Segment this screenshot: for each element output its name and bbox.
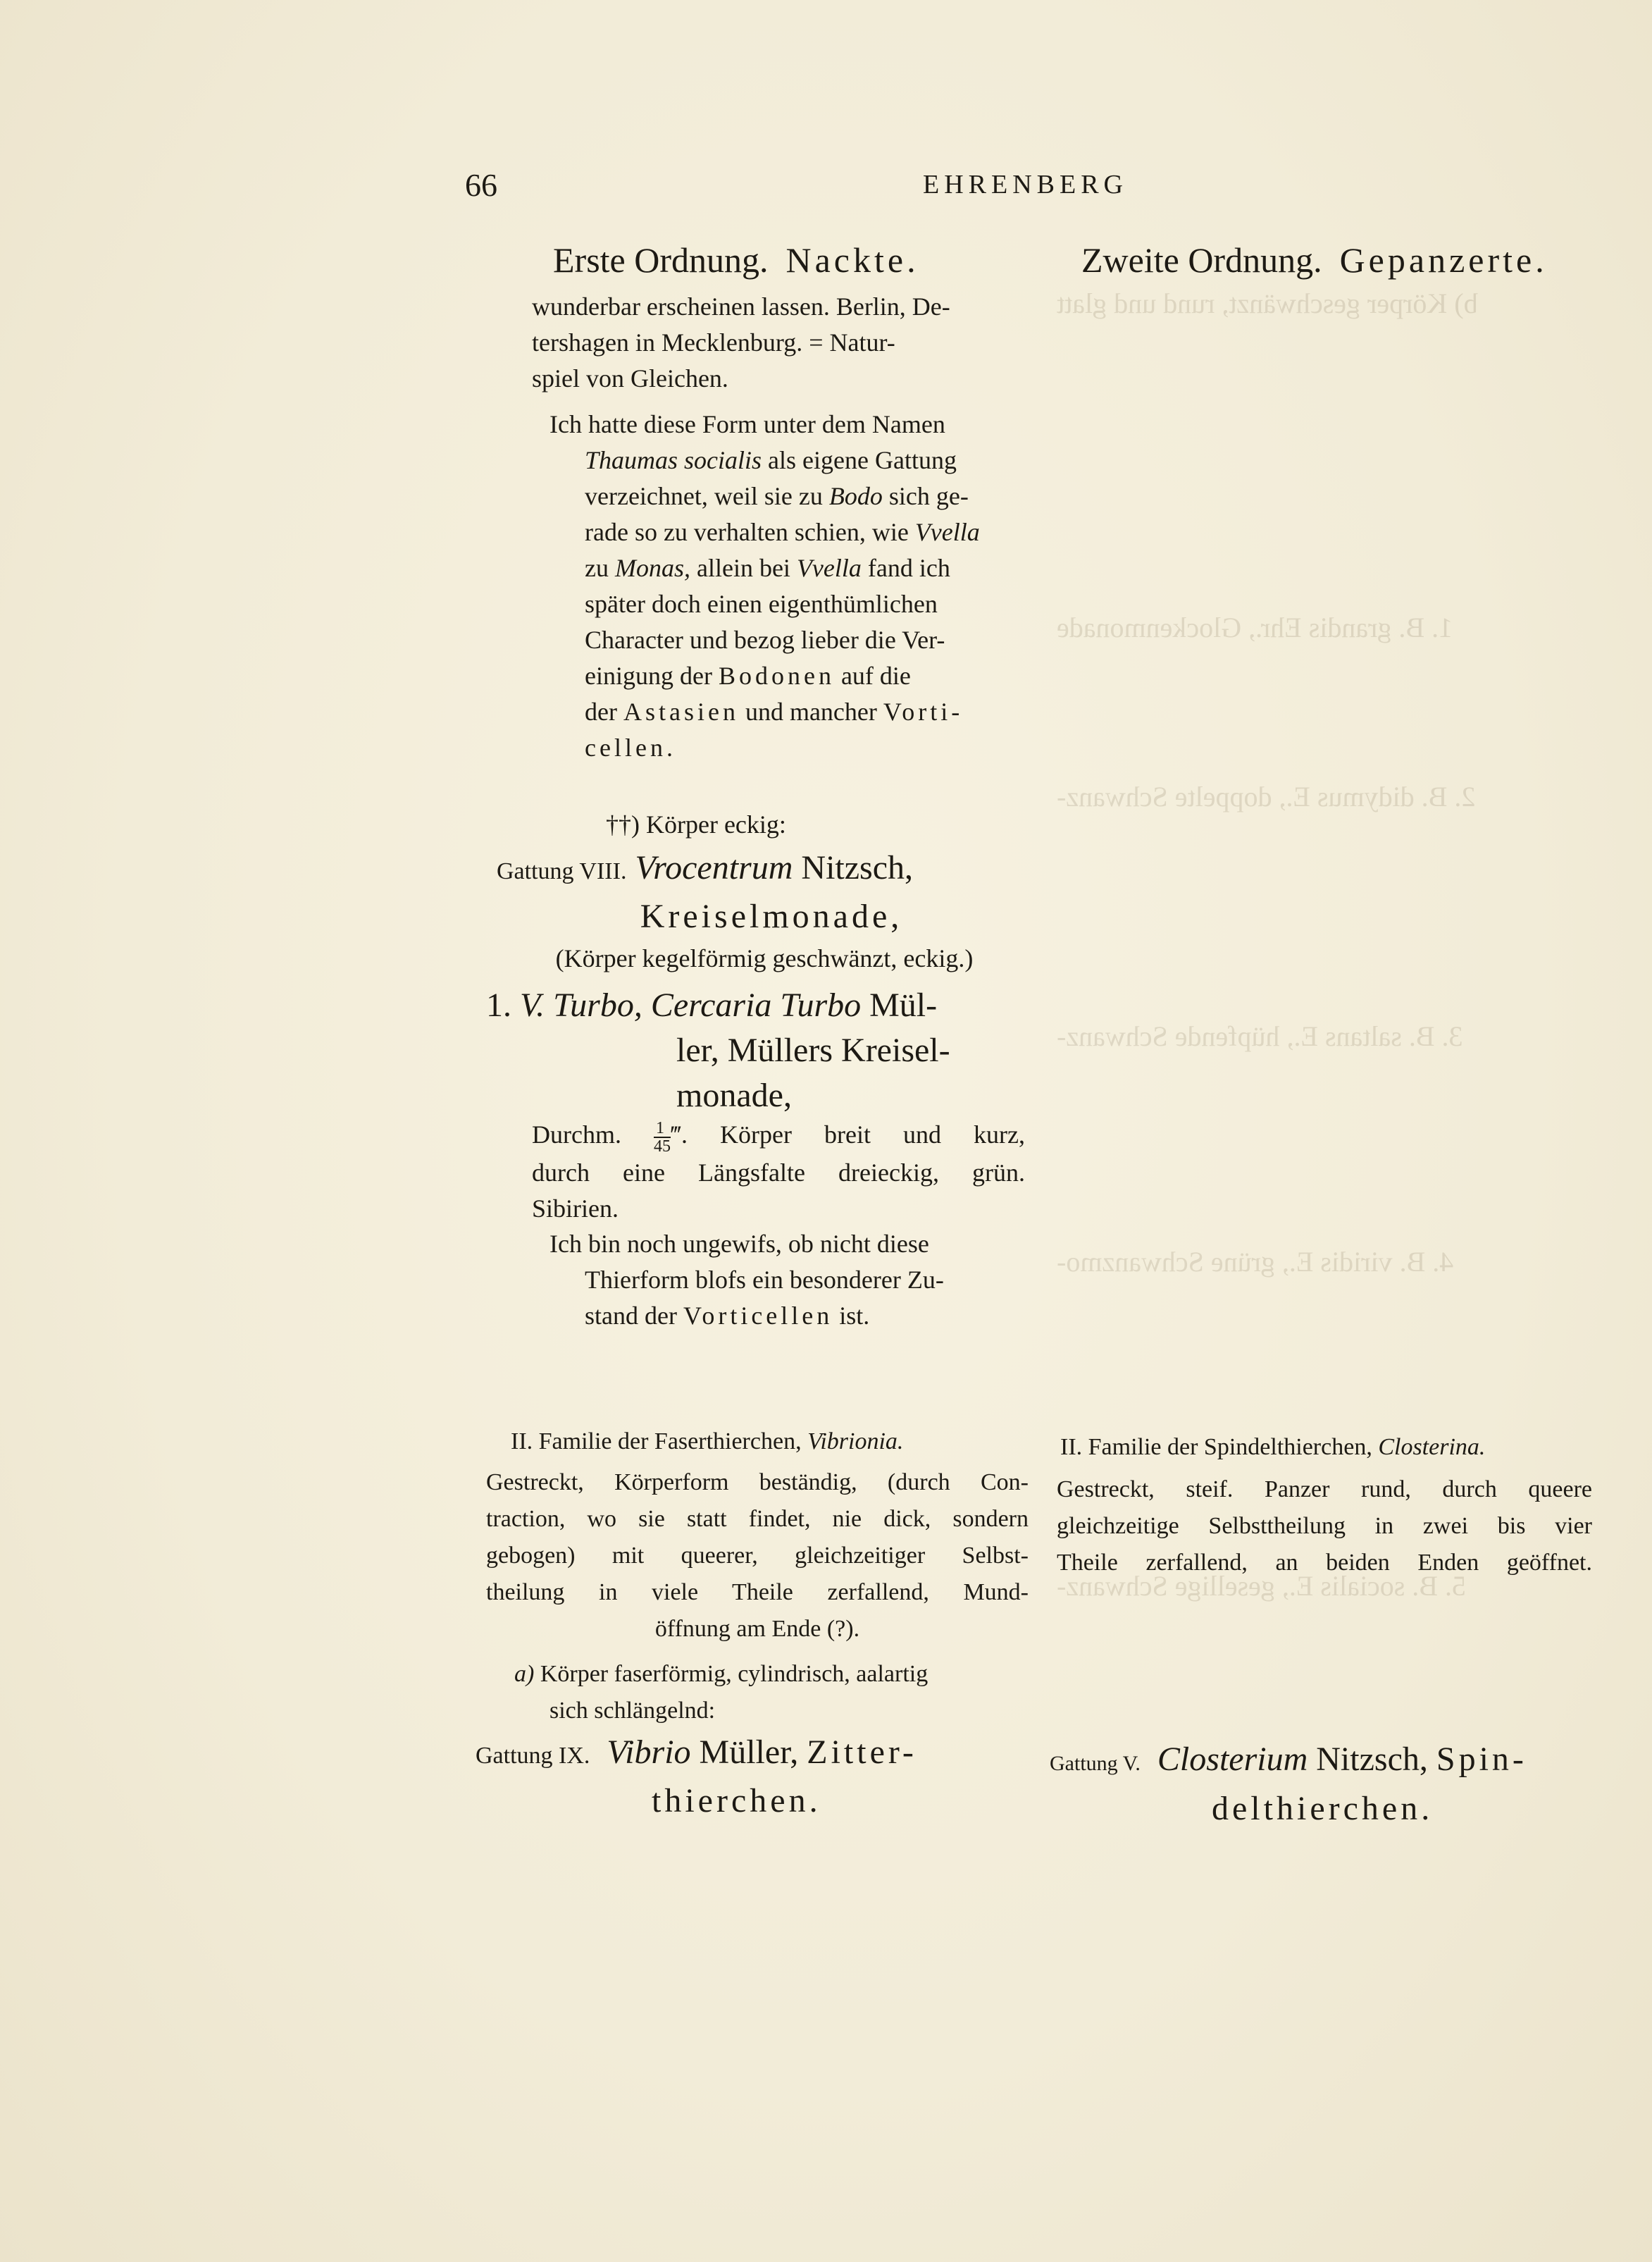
text-line: Müller, Zitter- — [699, 1733, 917, 1771]
taxon-name: Vvella — [796, 554, 862, 582]
genus-name: Vibrio — [607, 1733, 691, 1771]
subgroup-a — [514, 1656, 1036, 1729]
taxon-name: Thaumas socialis — [585, 446, 762, 474]
order-heading-left — [553, 240, 919, 280]
genus-heading — [497, 846, 1032, 977]
text-line: Gestreckt, Körperform beständig, (durch Con- — [486, 1469, 1029, 1495]
family-latin-name: Closterina. — [1378, 1434, 1486, 1460]
taxon-name: Monas, — [614, 554, 690, 582]
text-line: durch eine Längsfalte dreieckig, grün. — [532, 1158, 1025, 1187]
text-line: der Astasien und mancher Vorti- — [585, 698, 964, 726]
text-line: öffnung am Ende (?). — [654, 1616, 860, 1642]
text-line: delthierchen. — [1212, 1790, 1434, 1827]
genus-prefix: Gattung V. — [1050, 1752, 1141, 1775]
order-name: Nackte. — [785, 240, 919, 280]
text-line: cellen. — [585, 734, 676, 762]
text-line: sich schlängelnd: — [549, 1698, 716, 1724]
text-line: rade so zu verhalten schien, wie Vvella — [585, 518, 980, 546]
genus-author: Nitzsch, — [801, 849, 914, 886]
text-line: Gestreckt, steif. Panzer rund, durch queere — [1057, 1476, 1592, 1502]
text-line: Thierform blofs ein besonderer Zu- — [585, 1266, 944, 1294]
family-heading-right: II. Familie der Spindelthierchen, Closterina. — [1060, 1434, 1486, 1460]
running-head-author: EHRENBERG — [923, 170, 1128, 199]
text-line: Ich hatte diese Form unter dem Namen — [549, 410, 945, 438]
order-title: Erste Ordnung. — [553, 240, 769, 280]
text-line: später doch einen eigenthümlichen — [585, 590, 938, 618]
text-line: thierchen. — [652, 1782, 821, 1819]
order-title: Zweite Ordnung. — [1081, 240, 1322, 280]
genus-common-name: Kreiselmonade, — [640, 898, 903, 935]
text-line: a) Körper faserförmig, cylindrisch, aalartig — [514, 1661, 929, 1687]
family-latin-name: Vibrionia. — [807, 1428, 904, 1454]
bleed-through: 3. B. saltans E., hüpfende Schwanz- — [1057, 1020, 1463, 1052]
species-synonym: Cercaria Turbo — [650, 987, 862, 1024]
text-line: zu Monas, allein bei Vvella fand ich — [585, 554, 950, 582]
bleed-through: 1. B. grandis Ehr., Glockenmonade — [1057, 612, 1453, 643]
subgroup-heading: ††) Körper eckig: — [606, 810, 786, 839]
bleed-through: b) Körper geschwänzt, rund und glatt — [1057, 288, 1478, 319]
text-line: Durchm. $\frac{1}{45}$ ‴. Körper breit und kurz, — [532, 1118, 1026, 1156]
text-line: traction, wo sie statt findet, nie dick, sondern — [486, 1506, 1029, 1532]
genus-name: Closterium — [1157, 1741, 1308, 1778]
bleed-through: 5. B. socialis E., gesellige Schwanz- — [1057, 1570, 1466, 1602]
text-line: Character und bezog lieber die Ver- — [585, 626, 945, 654]
text-line: Ich bin noch ungewifs, ob nicht diese — [549, 1230, 929, 1258]
species-entry — [486, 983, 1036, 1118]
text-line: Sibirien. — [532, 1194, 619, 1223]
genus-prefix: Gattung VIII. — [497, 858, 627, 884]
text-line: tershagen in Mecklenburg. = Natur- — [532, 328, 895, 357]
genus-heading — [1050, 1737, 1599, 1831]
genus-name: Vrocentrum — [635, 849, 793, 886]
family-description-right — [1057, 1471, 1592, 1581]
text-line: Nitzsch, Spin- — [1316, 1741, 1527, 1778]
running-header — [465, 166, 1169, 209]
continuation-paragraph — [532, 289, 1025, 397]
taxon-name: Bodo — [828, 482, 883, 510]
order-name: Gepanzerte. — [1339, 240, 1548, 280]
text-line: Mül- — [869, 987, 938, 1024]
species-note — [549, 1226, 1029, 1334]
genus-heading — [476, 1730, 1032, 1824]
species-description — [532, 1117, 1025, 1227]
text-line: gleichzeitige Selbsttheilung in zwei bis vier — [1057, 1513, 1592, 1539]
note-paragraph — [549, 407, 1029, 766]
text-line: gebogen) mit queerer, gleichzeitiger Selbst- — [486, 1543, 1029, 1569]
text-line: Thaumas socialis als eigene Gattung — [585, 446, 957, 474]
taxon-name: Vvella — [914, 518, 980, 546]
text-line: einigung der Bodonen auf die — [585, 662, 911, 690]
species-name: V. Turbo, — [520, 987, 642, 1024]
text-line: theilung in viele Theile zerfallend, Mund- — [486, 1579, 1029, 1605]
fraction: $\frac{1}{45}$ — [654, 1118, 671, 1156]
bleed-through: 2. B. didymus E., doppelte Schwanz- — [1057, 781, 1476, 812]
page-number: 66 — [465, 167, 497, 203]
order-heading-right — [1081, 240, 1548, 280]
text-line: spiel von Gleichen. — [532, 364, 728, 393]
bleed-through: 4. B. viridis E., grüne Schwanzmo- — [1057, 1246, 1454, 1278]
genus-prefix: Gattung IX. — [476, 1743, 590, 1769]
text-line: verzeichnet, weil sie zu Bodo sich ge- — [585, 482, 969, 510]
text-line: wunderbar erscheinen lassen. Berlin, De- — [532, 292, 950, 321]
text-line: ler, Müllers Kreisel- — [676, 1032, 950, 1069]
species-number: 1. — [486, 987, 511, 1024]
genus-description: (Körper kegelförmig geschwänzt, eckig.) — [555, 944, 974, 972]
text-line: monade, — [676, 1077, 792, 1114]
family-description-left — [486, 1464, 1029, 1648]
family-heading-left: II. Familie der Faserthierchen, Vibrionia. — [511, 1428, 904, 1454]
text-line: stand der Vorticellen ist. — [585, 1302, 870, 1330]
text-line: Theile zerfallend, an beiden Enden geöffnet. — [1057, 1550, 1592, 1576]
